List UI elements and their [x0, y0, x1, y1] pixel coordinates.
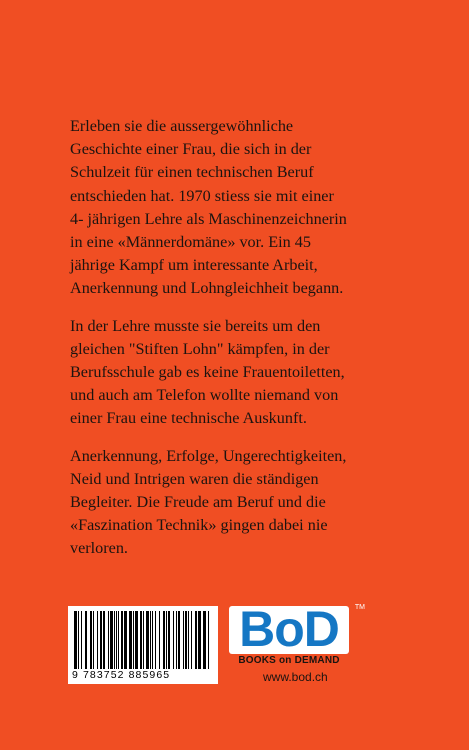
blurb-line: gleichen "Stiften Lohn" kämpfen, in der — [70, 339, 330, 358]
barcode-bar — [114, 611, 115, 669]
barcode-bar — [159, 611, 160, 669]
blurb-line: verloren. — [70, 539, 128, 558]
blurb-line: entschieden hat. 1970 stiess sie mit einer — [70, 186, 334, 205]
barcode-bar — [143, 611, 144, 669]
blurb-line: Anerkennung, Erfolge, Ungerechtigkeiten, — [70, 446, 347, 465]
barcode — [68, 606, 218, 684]
blurb-line: Schulzeit für einen technischen Beruf — [70, 163, 314, 182]
bod-logo — [227, 601, 365, 668]
barcode-bar — [133, 611, 134, 669]
barcode-bar — [195, 611, 197, 669]
barcode-bar — [140, 611, 142, 669]
blurb-paragraph-1 — [70, 115, 410, 301]
barcode-bar — [93, 611, 94, 669]
blurb-line: Anerkennung und Lohngleichheit begann. — [70, 279, 344, 298]
blurb-line: und auch am Telefon wollte niemand von — [70, 386, 339, 405]
blurb — [70, 115, 410, 575]
blurb-line: einer Frau eine technische Auskunft. — [70, 409, 307, 428]
isbn-number: 9 783752 885965 — [72, 669, 171, 681]
barcode-bar — [176, 611, 177, 669]
barcode-bar — [188, 611, 189, 669]
barcode-bar — [183, 611, 184, 669]
barcode-bar — [116, 611, 117, 669]
blurb-line: Erleben sie die aussergewöhnliche — [70, 117, 294, 135]
bod-logo-mark — [229, 601, 349, 657]
trademark-mark: TM — [354, 604, 365, 611]
barcode-bar — [168, 611, 170, 669]
blurb-line: In der Lehre musste sie bereits um den — [70, 316, 321, 335]
barcode-bar — [78, 611, 79, 669]
blurb-line: Neid und Intrigen waren die ständigen — [70, 469, 319, 488]
blurb-line: in eine «Männerdomäne» vor. Ein 45 — [70, 233, 311, 252]
blurb-line: 4- jährigen Lehre als Maschinenzeichnerin — [70, 209, 347, 228]
blurb-line: Geschichte einer Frau, die sich in der — [70, 140, 312, 159]
barcode-bar — [191, 611, 192, 669]
barcode-bar — [90, 611, 92, 669]
barcode-bar — [110, 611, 113, 669]
barcode-bar — [198, 611, 201, 669]
barcode-bar — [185, 611, 187, 669]
barcode-bar — [135, 611, 138, 669]
barcode-bar — [124, 611, 127, 669]
barcode-bar — [178, 611, 180, 669]
barcode-bar — [152, 611, 153, 669]
blurb-paragraph-2 — [70, 315, 410, 431]
blurb-line: Berufsschule gab es keine Frauentoiletten, — [70, 363, 345, 382]
barcode-bar — [100, 611, 102, 669]
barcode-bar — [121, 611, 123, 669]
blurb-line: «Faszination Technik» gingen dabei nie — [70, 516, 328, 535]
barcode-bar — [166, 611, 167, 669]
barcode-bar — [129, 611, 132, 669]
barcode-bars — [74, 611, 212, 669]
barcode-bar — [74, 611, 77, 669]
barcode-bar — [81, 611, 82, 669]
barcode-bar — [163, 611, 165, 669]
barcode-bar — [108, 611, 109, 669]
publisher-url: www.bod.ch — [263, 670, 328, 684]
blurb-line: Begleiter. Die Freude am Beruf und die — [70, 493, 326, 512]
blurb-paragraph-3 — [70, 445, 410, 561]
bod-tagline: BOOKS on DEMAND — [238, 655, 340, 666]
barcode-bar — [150, 611, 151, 669]
blurb-line: jährige Kampf um interessante Arbeit, — [70, 256, 318, 275]
barcode-bar — [97, 611, 98, 669]
barcode-bar — [146, 611, 149, 669]
bod-logo-text: BoD — [239, 601, 339, 657]
barcode-bar — [85, 611, 87, 669]
barcode-bar — [155, 611, 156, 669]
barcode-bar — [103, 611, 105, 669]
barcode-bar — [173, 611, 174, 669]
barcode-bar — [203, 611, 206, 669]
barcode-bar — [208, 611, 209, 669]
barcode-bar — [118, 611, 119, 669]
